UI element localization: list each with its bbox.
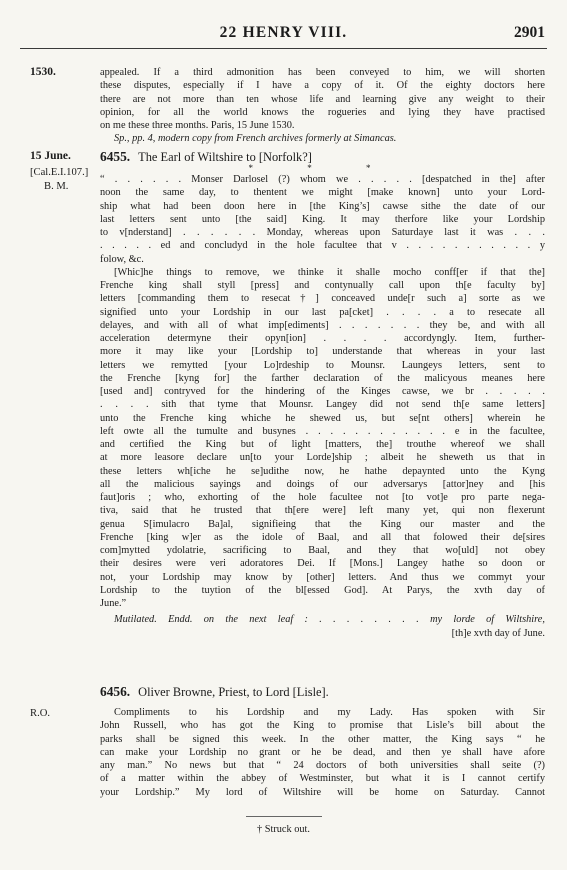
text-line: of a matter within the abbey of Westminster, but what it is I cannot certify xyxy=(100,773,545,785)
text-line: these disputes, especially if I have a copy of it. Of the eighty doctors here xyxy=(100,80,545,92)
text-line: Frenche [king w]er as the idole of Baal, and all that folowed their de[sires xyxy=(100,531,545,543)
text-line: at more leasore declare un[to your Lorde]ship ; albeit he sheweth us that in xyxy=(100,452,545,464)
text-line: folow, &c. xyxy=(100,253,144,265)
text-line: [Whic]he things to remove, we thinke it shalle mocho conff[er if that the] xyxy=(114,266,545,278)
text-line: noon the same day, to thentent we might [make known] unto your Lord- xyxy=(100,187,545,199)
page-header xyxy=(0,24,567,44)
ornament-stars: * * * xyxy=(248,163,397,173)
margin-year: 1530. xyxy=(30,66,56,78)
footnote-rule xyxy=(246,816,322,817)
letter-paragraph-1 xyxy=(100,173,545,266)
margin-repository: R.O. xyxy=(30,708,51,719)
text-line: Frenche king shall styll [press] and contynually call upon th[e faculty by] xyxy=(100,280,545,291)
text-line: June.” xyxy=(100,598,127,609)
entry-number: 6456. xyxy=(100,684,131,699)
text-line: acceleration determyne their opyn[ion] . . . . accordyngly. Item, further- xyxy=(100,333,545,344)
header-rule xyxy=(20,48,547,49)
text-line: tiva, said that he trusted that th[ere were] left many yet, qui non flexerunt xyxy=(100,505,545,517)
text-line: not, your Lordship may know by [other] letters. And thus we commyt your xyxy=(100,571,545,583)
text-line: can make your Lordship no grant or he be dead, and then ye shall have afore xyxy=(100,746,545,758)
text-line: signified unto your Lordship in our last pa[cket] . . . . a to resecate all xyxy=(100,306,545,318)
text-line: . . . . . ed and concludyd in the hole facultee that v . . . . . . . . . . . y xyxy=(100,240,545,252)
text-line: opinion, for all the world knows the rogueries and lying they have practised xyxy=(100,106,545,118)
entry-6455 xyxy=(100,149,545,640)
text-line: on me these three months. Paris, 15 June 1530. xyxy=(100,120,295,131)
text-line: any man.” No news but that “ 24 doctors of both universities shall seite (?) xyxy=(100,760,545,771)
text-line: Compliments to his Lordship and my Lady. Has spoken with Sir xyxy=(114,707,545,718)
text-line: “ . . . . . . Monser Darlosel (?) whom we . . . . . [despatched in the] after xyxy=(100,174,545,185)
endorsement-date: [th]e xvth day of June. xyxy=(451,627,545,639)
text-line: to v[nderstand] . . . . . . Monday, whereas upon Saturdaye last it was . . . xyxy=(100,227,545,238)
text-line: ship what had been doon here in [the King’s] cawse sithe the date of our xyxy=(100,200,545,212)
continuation-paragraph xyxy=(100,66,545,146)
entry-title: Oliver Browne, Priest, to Lord [Lisle]. xyxy=(138,685,329,699)
text-line: your Lordship.” My lord of Wiltshire will be home on Saturday. Cannot xyxy=(100,786,545,798)
source-note: Sp., pp. 4, modern copy from French archives formerly at Simancas. xyxy=(114,133,397,145)
text-line: genua S[imulacro Ba]al, signifieing that the King our master and the xyxy=(100,518,545,530)
text-line: all the malicious sayings and doings of our adversarys [attor]ney and [his xyxy=(100,478,545,490)
entry-title: The Earl of Wiltshire to [Norfolk?] xyxy=(138,150,312,164)
text-line: letters we remytted [your Lo]rdeship to Mounsr. Laungeys letters, sent to xyxy=(100,359,545,371)
text-line: . . . . sith that tyme that Mounsr. Langey did not send th[e same letters] xyxy=(100,399,545,411)
text-line: left owte all the tumulte and busynes . . . . . . . . . . . . e in the facultee, xyxy=(100,425,545,437)
text-line: more it may like your [Lordship to] understande that whereas in your last xyxy=(100,346,545,358)
entry-6456 xyxy=(100,684,545,799)
margin-repository: B. M. xyxy=(44,181,69,192)
text-line: these letters wh[iche he se]udithe now, he hathe depaynted unto the Kyng xyxy=(100,465,545,477)
margin-reference: [Cal.E.I.107.] xyxy=(30,167,89,178)
text-line: there are not more than ten whose life and learning give any weight to their xyxy=(100,93,545,105)
text-line: faut]oris ; who, exhorting of the hole facultee not [to vot]e pro parte nega- xyxy=(100,492,545,503)
text-line: Lordship to the tuytion of the bl[essed God]. At Parys, the xvth day of xyxy=(100,584,545,596)
text-line: com]mytted ydolatrie, sacrificing to Baal, and they that wo[uld] not obey xyxy=(100,545,545,556)
letter-paragraph-2 xyxy=(100,266,545,611)
text-line: and certified the King but of light [matters, the] trouthe whereof we shall xyxy=(100,439,545,450)
text-line: appealed. If a third admonition has been conveyed to him, we will shorten xyxy=(100,67,545,78)
margin-date: 15 June. xyxy=(30,150,71,162)
text-line: letters [commanding them to resecat†] conceaved unde[r such a] sorte as we xyxy=(100,293,545,305)
running-head: 22 HENRY VIII. xyxy=(219,24,348,41)
text-line: unto the Frenche king whiche he shewed us, but se[nt others] wherein he xyxy=(100,412,545,424)
entry-number: 6455. xyxy=(100,149,131,164)
text-line: parks shall be signed this week. In the other matter, the King says “ he xyxy=(100,733,545,745)
text-line: delayes, and with all of what imp[ediments] . . . . . . . they be, and with all xyxy=(100,319,545,331)
text-line: John Russell, who has got the King to promise that Lisle’s bill about the xyxy=(100,720,545,732)
page-number: 2901 xyxy=(514,24,545,41)
summary-paragraph xyxy=(100,706,545,799)
endorsement-line: Mutilated. Endd. on the next leaf : . . . . . . . . my lorde of Wiltshire, xyxy=(114,614,545,626)
text-line: [used and] contryved for the hindering of the Kinges cawse, we br . . . . . xyxy=(100,386,545,397)
entry-heading xyxy=(100,684,545,700)
text-line: their desires were veri adoratores Dei. If [Mons.] Langey hathe so doon or xyxy=(100,558,545,570)
footnote: † Struck out. xyxy=(257,824,310,835)
text-line: last letters sent unto [the said] King. It may therfore like your Lordship xyxy=(100,213,545,225)
text-line: the Frenche [kyng for] the farther declaration of the malicyous meanes here xyxy=(100,372,545,384)
